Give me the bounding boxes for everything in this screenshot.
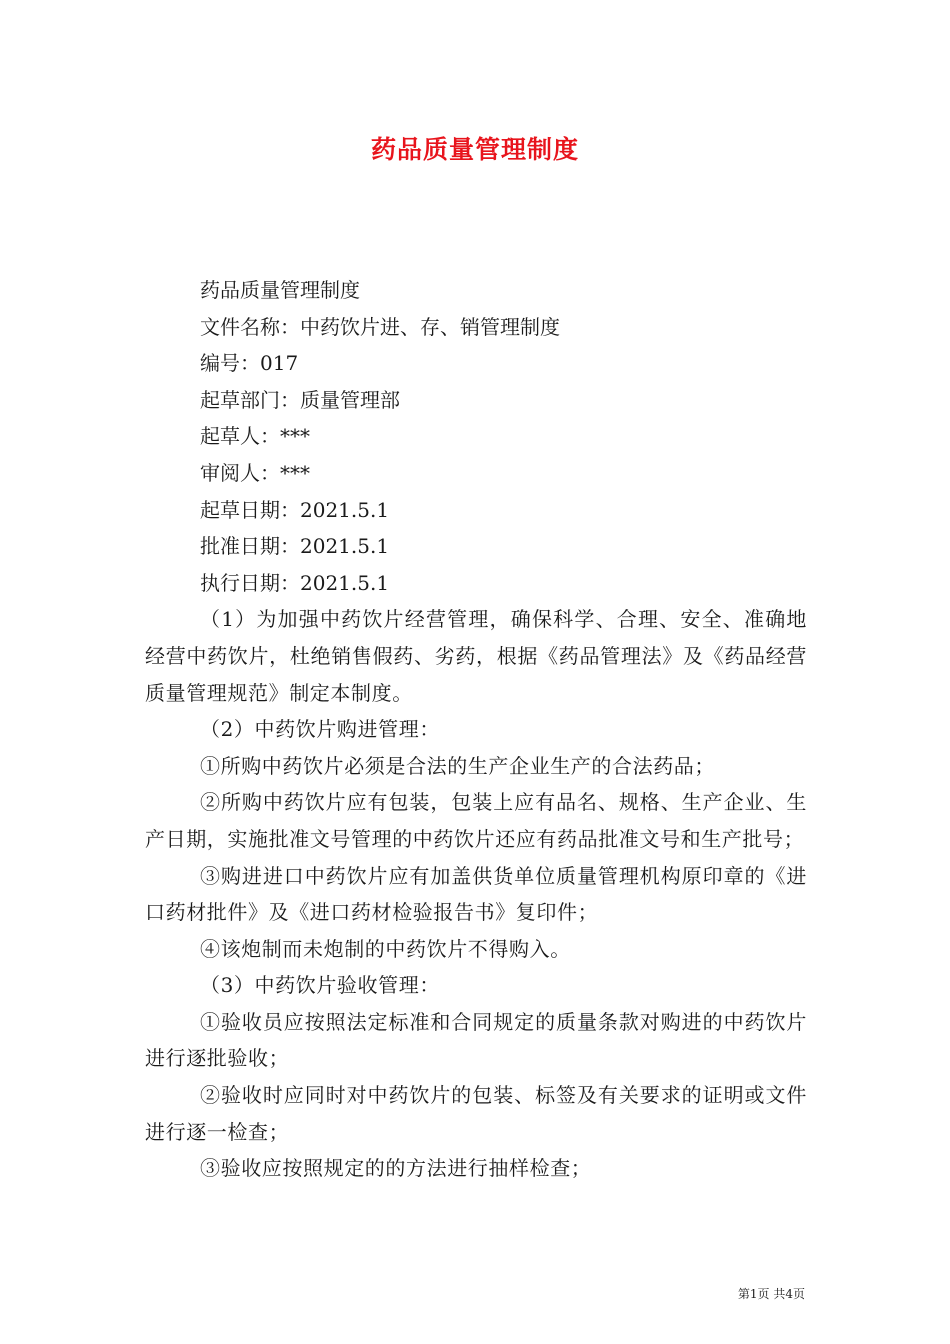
meta-line: 批准日期：2021.5.1 [200,534,390,559]
body-paragraph: ④该炮制而未炮制的中药饮片不得购入。 [200,936,571,961]
body-paragraph: （2）中药饮片购进管理： [200,717,440,742]
body-paragraph: （1）为加强中药饮片经营管理，确保科学、合理、安全、准确地经营中药饮片，杜绝销售假药、劣药，根据《药品管理法》及《药品经营质量管理规范》制定本制度。 [145,607,807,705]
meta-line: 起草日期：2021.5.1 [200,497,390,522]
page-footer: 第1页 共4页 [737,1287,805,1301]
body-paragraph: ③验收应按照规定的的方法进行抽样检查； [200,1156,592,1181]
body-paragraph: （3）中药饮片验收管理： [200,973,440,998]
meta-line: 起草部门：质量管理部 [200,387,400,412]
document-body [145,272,807,1187]
document-title: 药品质量管理制度 [370,135,579,164]
meta-line: 药品质量管理制度 [200,278,360,302]
body-paragraph: ①所购中药饮片必须是合法的生产企业生产的合法药品； [200,753,715,778]
body-paragraph: ②所购中药饮片应有包装，包装上应有品名、规格、生产企业、生产日期，实施批准文号管理的中药饮片还应有药品批准文号和生产批号； [145,790,807,851]
meta-line: 执行日期：2021.5.1 [200,570,390,595]
body-paragraph: ③购进进口中药饮片应有加盖供货单位质量管理机构原印章的《进口药材批件》及《进口药材检验报告书》复印件； [145,863,807,925]
body-paragraph: ②验收时应同时对中药饮片的包装、标签及有关要求的证明或文件进行逐一检查； [145,1083,807,1144]
meta-line: 编号：017 [200,351,299,376]
meta-line: 起草人：*** [200,424,310,449]
body-paragraph: ①验收员应按照法定标准和合同规定的质量条款对购进的中药饮片进行逐批验收； [145,1009,807,1071]
meta-line: 文件名称：中药饮片进、存、销管理制度 [200,314,560,339]
meta-line: 审阅人：*** [200,460,310,485]
